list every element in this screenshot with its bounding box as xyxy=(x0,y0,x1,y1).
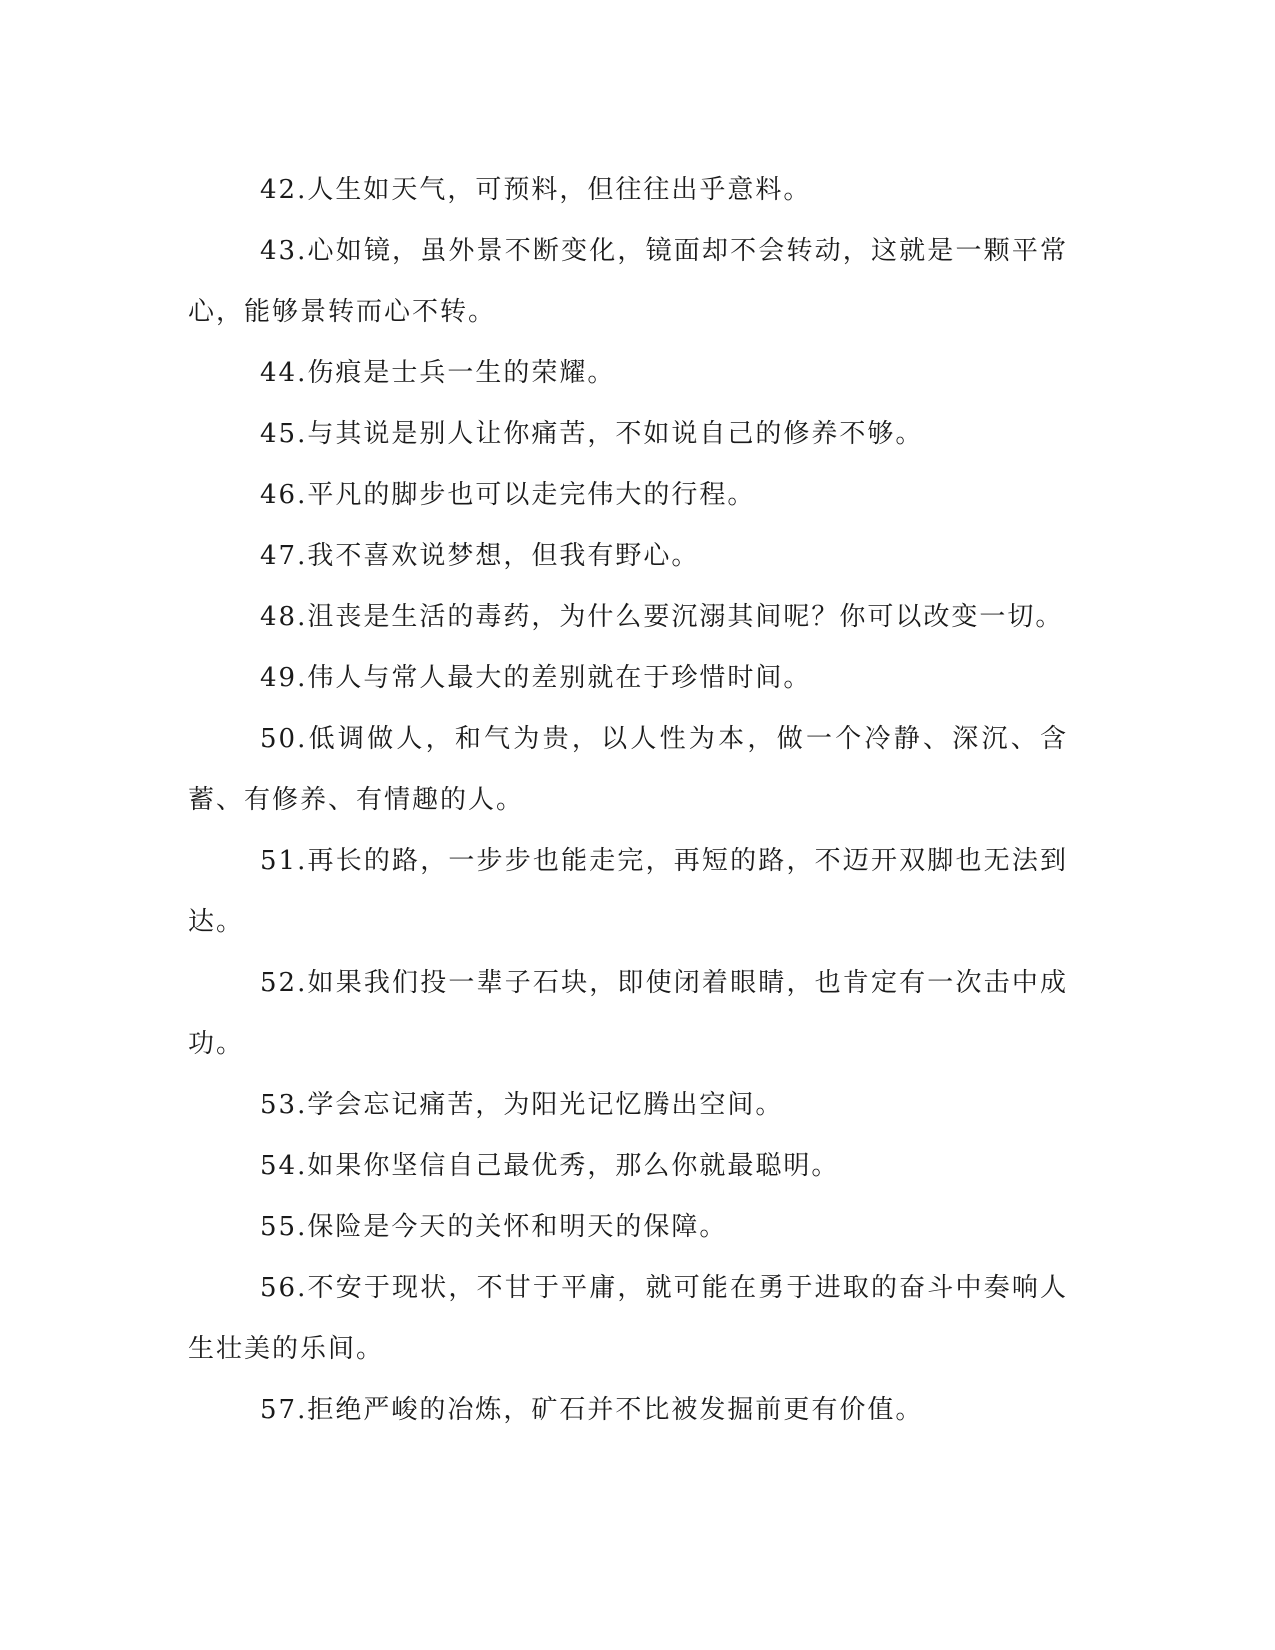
quote-paragraph: 53.学会忘记痛苦，为阳光记忆腾出空间。 xyxy=(260,1090,784,1120)
quote-paragraph: 55.保险是今天的关怀和明天的保障。 xyxy=(260,1212,728,1242)
quote-paragraph: 56.不安于现状，不甘于平庸，就可能在勇于进取的奋斗中奏响人生壮美的乐间。 xyxy=(188,1273,1068,1364)
quote-paragraph: 46.平凡的脚步也可以走完伟大的行程。 xyxy=(260,480,756,510)
quote-paragraph: 48.沮丧是生活的毒药，为什么要沉溺其间呢？你可以改变一切。 xyxy=(260,602,1064,632)
quote-paragraph: 44.伤痕是士兵一生的荣耀。 xyxy=(260,358,616,388)
quote-paragraph: 51.再长的路，一步步也能走完，再短的路，不迈开双脚也无法到达。 xyxy=(188,846,1068,937)
quote-paragraph: 47.我不喜欢说梦想，但我有野心。 xyxy=(260,541,700,571)
quote-paragraph: 50.低调做人，和气为贵，以人性为本，做一个冷静、深沉、含蓄、有修养、有情趣的人。 xyxy=(188,724,1068,815)
quote-paragraph: 43.心如镜，虽外景不断变化，镜面却不会转动，这就是一颗平常心，能够景转而心不转。 xyxy=(188,236,1068,327)
quote-paragraph: 45.与其说是别人让你痛苦，不如说自己的修养不够。 xyxy=(260,419,924,449)
quote-paragraph: 49.伟人与常人最大的差别就在于珍惜时间。 xyxy=(260,663,812,693)
quote-paragraph: 57.拒绝严峻的冶炼，矿石并不比被发掘前更有价值。 xyxy=(260,1395,924,1425)
document-body xyxy=(188,160,1068,1441)
quote-paragraph: 54.如果你坚信自己最优秀，那么你就最聪明。 xyxy=(260,1151,840,1181)
quote-paragraph: 52.如果我们投一辈子石块，即使闭着眼睛，也肯定有一次击中成功。 xyxy=(188,968,1068,1059)
quote-paragraph: 42.人生如天气，可预料，但往往出乎意料。 xyxy=(260,175,812,205)
